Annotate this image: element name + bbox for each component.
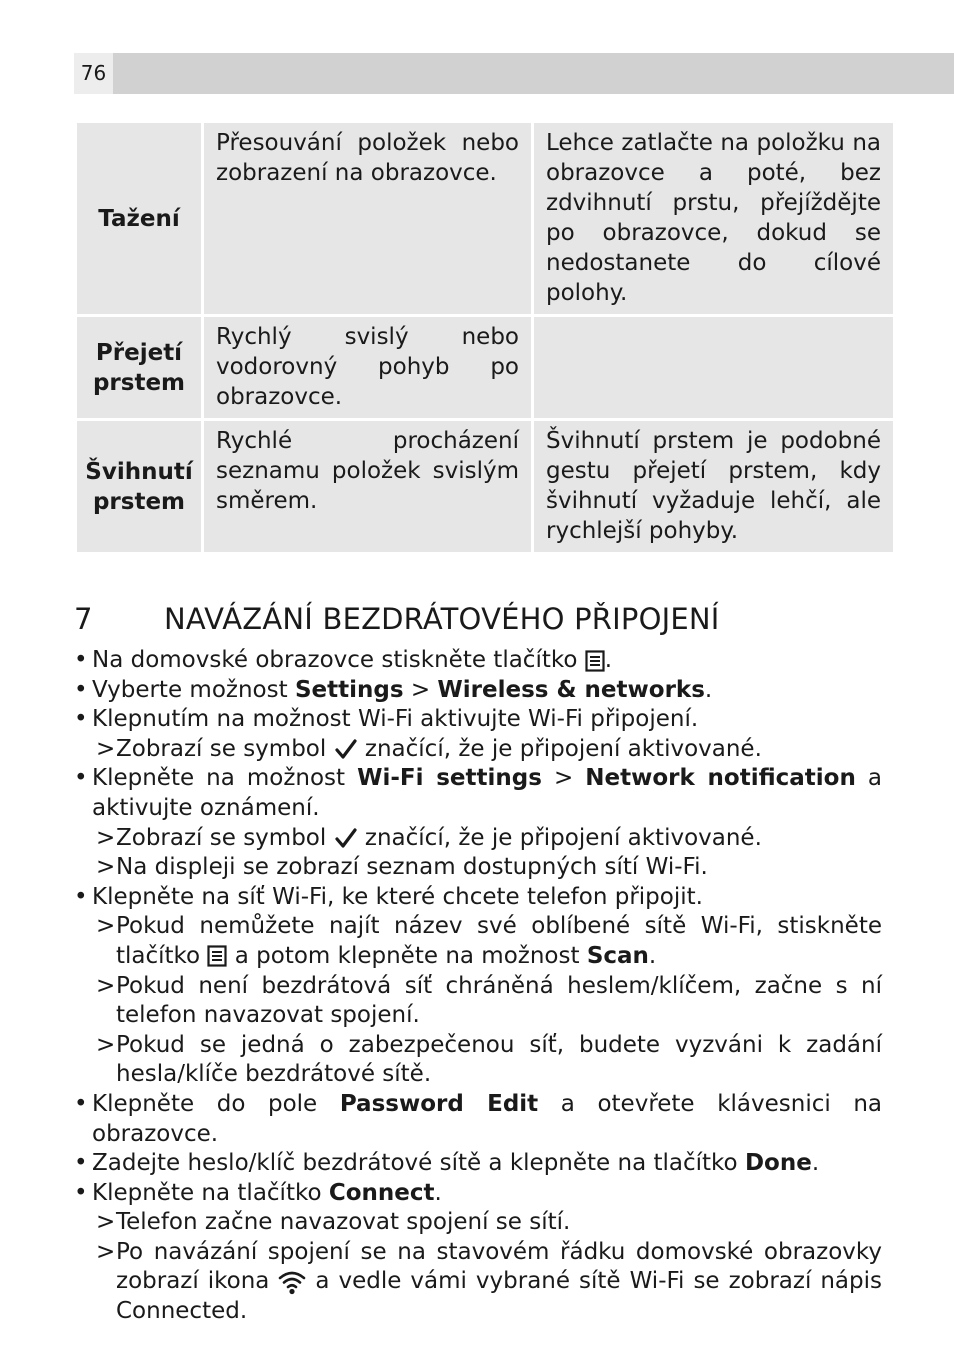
arrow-marker: > — [96, 1209, 116, 1236]
list-item: • Na domovské obrazovce stiskněte tlačítko . — [74, 646, 882, 676]
list-item: • Klepněte do pole Password Edit a otevřete klávesnici na obrazovce. — [74, 1090, 883, 1147]
bullet: • — [74, 1179, 88, 1206]
bullet: • — [74, 676, 88, 703]
gesture-name — [76, 420, 203, 554]
page-number: 76 — [74, 53, 113, 94]
password-edit-label: Password Edit — [339, 1090, 539, 1117]
arrow-marker: > — [96, 824, 116, 851]
list-item: • Klepněte na síť Wi-Fi, ke které chcete telefon připojit. — [74, 883, 882, 913]
gesture-name-line: prstem — [92, 369, 186, 396]
table-row — [76, 316, 895, 420]
bullet: • — [74, 1090, 88, 1117]
section-number: 7 — [74, 602, 93, 636]
checkmark-icon — [334, 738, 358, 760]
arrow-marker: > — [96, 854, 116, 881]
sub-item: > Po navázání spojení se na stavovém řádku domovské obrazovky zobrazí ikona a vedle vámi vybrané sítě Wi-Fi se zobrazí nápis Connected. — [96, 1238, 882, 1325]
gesture-name-line: Švihnutí — [85, 458, 193, 485]
gesture-description: Přesouvání položek nebo zobrazení na obrazovce. — [203, 122, 533, 316]
table-row — [76, 122, 895, 316]
gesture-action: Lehce zatlačte na položku na obrazovce a poté, bez zdvihnutí prstu, přejíždějte po obrazovce, dokud se nedostanete do cílové polohy. — [533, 122, 895, 316]
gesture-action — [533, 316, 895, 420]
network-notification-label: Network notification — [585, 765, 856, 792]
list-item: • Klepněte na tlačítko Connect. — [74, 1179, 882, 1209]
wifi-icon — [278, 1269, 306, 1295]
bullet: • — [74, 1150, 88, 1177]
sub-item: > Zobrazí se symbol značící, že je připojení aktivované. — [74, 735, 882, 765]
done-label: Done — [744, 1150, 812, 1177]
menu-icon — [207, 945, 227, 967]
bullet: • — [74, 765, 88, 792]
list-item: • Zadejte heslo/klíč bezdrátové sítě a klepněte na tlačítko Done. — [74, 1149, 882, 1179]
arrow-marker: > — [96, 972, 116, 999]
gesture-description: Rychlý svislý nebo vodorovný pohyb po obrazovce. — [203, 316, 533, 420]
bullet: • — [74, 706, 88, 733]
gesture-description: Rychlé procházení seznamu položek svislým směrem. — [203, 420, 533, 554]
list-item: • Vyberte možnost Settings > Wireless & networks. — [74, 676, 882, 706]
settings-label: Settings — [294, 676, 404, 703]
arrow-marker: > — [96, 735, 116, 762]
sub-item: > Pokud nemůžete najít název své oblíbené sítě Wi-Fi, stiskněte tlačítko a potom klepněte na možnost Scan. — [96, 913, 882, 969]
menu-icon — [585, 650, 605, 672]
sub-item: > Pokud se jedná o zabezpečenou síť, budete vyzváni k zadání hesla/klíče bezdrátové sítě. — [96, 1031, 882, 1088]
gesture-name: Tažení — [76, 122, 203, 316]
gesture-table — [74, 120, 896, 555]
section-title: NAVÁZÁNÍ BEZDRÁTOVÉHO PŘIPOJENÍ — [164, 602, 720, 636]
gesture-action: Švihnutí prstem je podobné gestu přejetí prstem, kdy švihnutí vyžaduje lehčí, ale rychlejší pohyby. — [533, 420, 895, 554]
bullet: • — [74, 647, 88, 673]
arrow-marker: > — [96, 1031, 116, 1058]
table-row — [76, 420, 895, 554]
wifi-settings-label: Wi-Fi settings — [357, 765, 542, 792]
list-item: • Klepněte na možnost Wi-Fi settings > Network notification a aktivujte oznámení. — [74, 765, 882, 821]
section-heading — [74, 600, 720, 638]
list-item: • Klepnutím na možnost Wi-Fi aktivujte Wi-Fi připojení. — [74, 705, 882, 735]
sub-item: > Telefon začne navazovat spojení se sítí. — [74, 1208, 882, 1238]
page-header-bar — [74, 53, 954, 94]
gesture-name — [76, 316, 203, 420]
bullet: • — [74, 883, 88, 910]
connect-label: Connect — [328, 1179, 435, 1206]
sub-item: > Na displeji se zobrazí seznam dostupných sítí Wi-Fi. — [74, 853, 882, 883]
instructions — [74, 646, 882, 1327]
checkmark-icon — [334, 827, 358, 849]
wireless-networks-label: Wireless & networks — [437, 676, 705, 703]
sub-item: > Zobrazí se symbol značící, že je připojení aktivované. — [74, 824, 882, 854]
sub-item: > Pokud není bezdrátová síť chráněná heslem/klíčem, začne s ní telefon navazovat spojení. — [96, 972, 882, 1029]
arrow-marker: > — [96, 1238, 116, 1265]
gesture-name-line: Přejetí — [95, 339, 183, 366]
gesture-name-line: prstem — [92, 488, 186, 515]
arrow-marker: > — [96, 913, 116, 940]
scan-label: Scan — [586, 942, 649, 969]
